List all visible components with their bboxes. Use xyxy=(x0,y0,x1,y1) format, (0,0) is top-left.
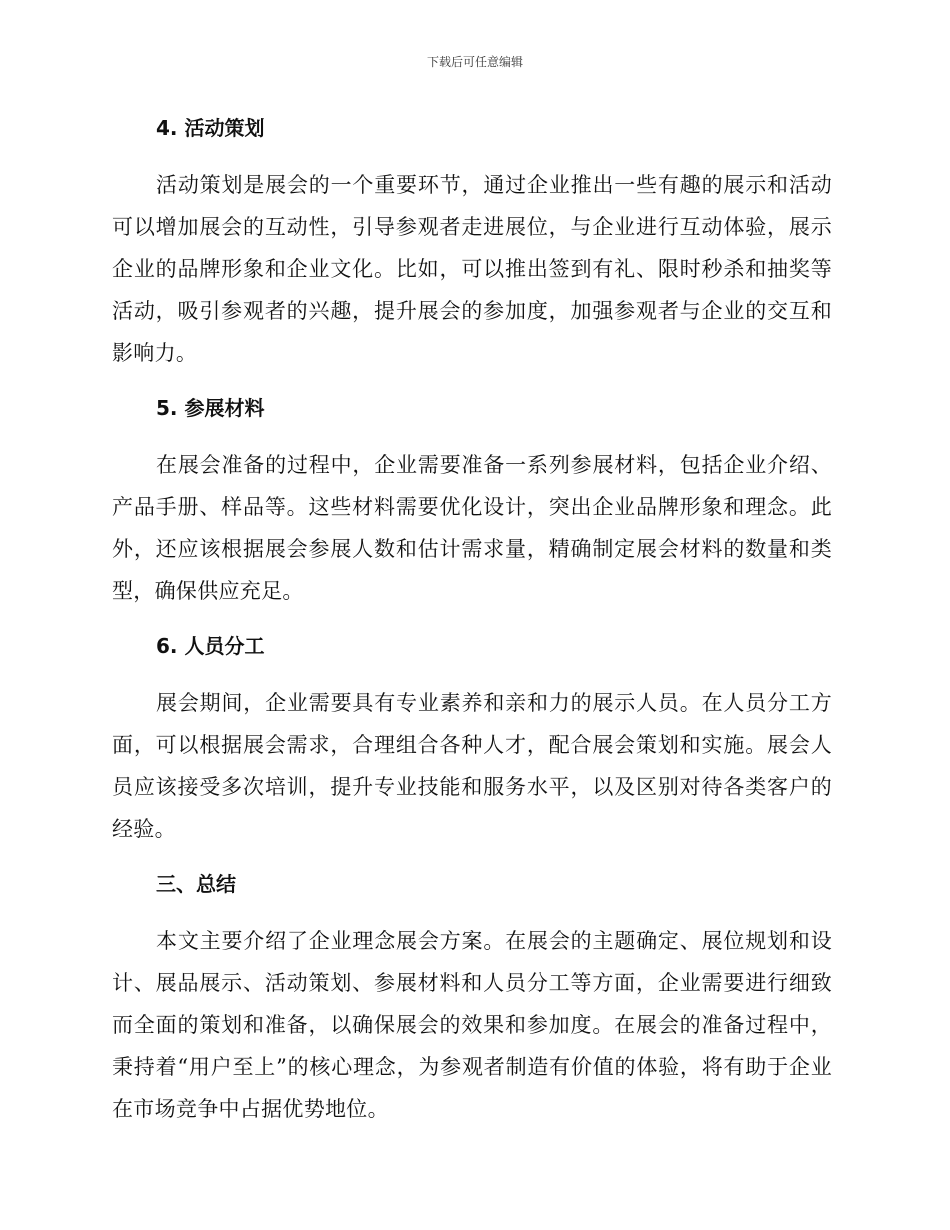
section-paragraph: 展会期间，企业需要具有专业素养和亲和力的展示人员。在人员分工方面，可以根据展会需求，合理组合各种人才，配合展会策划和实施。展会人员应该接受多次培训，提升专业技能和服务水平，以及区别对待各类客户的经验。 xyxy=(112,691,832,841)
section-heading: 5. 参展材料 xyxy=(156,396,265,420)
section-heading: 4. 活动策划 xyxy=(156,116,265,140)
section-staff-assignment xyxy=(112,626,832,850)
section-paragraph: 在展会准备的过程中，企业需要准备一系列参展材料，包括企业介绍、产品手册、样品等。这些材料需要优化设计，突出企业品牌形象和理念。此外，还应该根据展会参展人数和估计需求量，精确制定展会材料的数量和类型，确保供应充足。 xyxy=(112,453,832,603)
section-activity-planning xyxy=(112,108,832,374)
document-body xyxy=(112,108,832,1144)
section-summary xyxy=(112,864,832,1130)
section-exhibition-materials xyxy=(112,388,832,612)
section-heading: 三、总结 xyxy=(156,872,236,896)
section-paragraph: 本文主要介绍了企业理念展会方案。在展会的主题确定、展位规划和设计、展品展示、活动策划、参展材料和人员分工等方面，企业需要进行细致而全面的策划和准备，以确保展会的效果和参加度。在展会的准备过程中，秉持着“用户至上”的核心理念，为参观者制造有价值的体验，将有助于企业在市场竞争中占据优势地位。 xyxy=(112,929,832,1121)
page-header: 下载后可任意编辑 xyxy=(426,55,523,69)
section-paragraph: 活动策划是展会的一个重要环节，通过企业推出一些有趣的展示和活动可以增加展会的互动性，引导参观者走进展位，与企业进行互动体验，展示企业的品牌形象和企业文化。比如，可以推出签到有礼、限时秒杀和抽奖等活动，吸引参观者的兴趣，提升展会的参加度，加强参观者与企业的交互和影响力。 xyxy=(112,173,832,365)
section-heading: 6. 人员分工 xyxy=(156,634,265,658)
